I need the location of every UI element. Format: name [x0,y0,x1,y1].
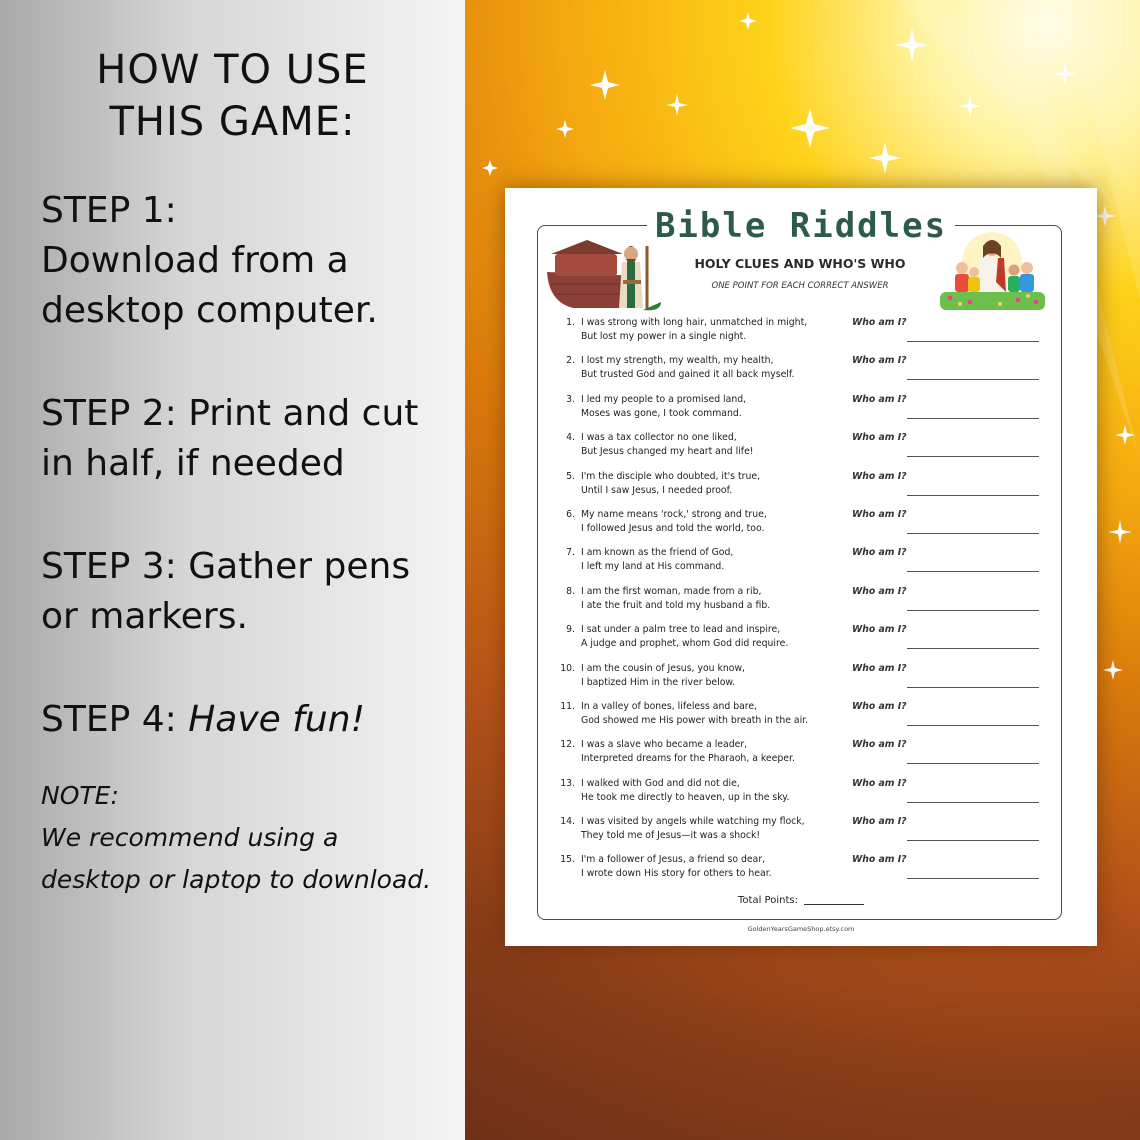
worksheet [505,188,1097,946]
answer-blank[interactable] [907,341,1039,342]
answer-blank[interactable] [907,878,1039,879]
answer-blank[interactable] [907,533,1039,534]
who-am-i-prompt: Who am I? [852,777,907,789]
who-am-i-prompt: Who am I? [852,700,907,712]
riddle-line-1: I was visited by angels while watching my flock, [581,816,805,828]
riddle-line-1: I am the first woman, made from a rib, [581,585,762,597]
riddle-row [553,738,1053,776]
riddle-row [553,316,1053,354]
riddle-text [581,431,851,459]
answer-blank[interactable] [907,571,1039,572]
step-3-label: STEP 3: [41,546,177,587]
step-2-text: Print and cut in half, if needed [41,393,419,484]
riddle-text [581,662,851,690]
riddle-line-1: I am known as the friend of God, [581,547,734,559]
step-1 [41,186,441,336]
riddle-line-2: But trusted God and gained it all back myself. [581,369,795,381]
riddle-line-1: In a valley of bones, lifeless and bare, [581,700,758,712]
riddle-number: 11. [560,700,575,712]
shop-footer: GoldenYearsGameShop.etsy.com [747,925,855,933]
note-text: We recommend using a desktop or laptop to download. [41,823,432,894]
riddle-text [581,585,851,613]
riddle-line-1: I lost my strength, my wealth, my health, [581,355,774,367]
answer-blank[interactable] [907,456,1039,457]
riddle-text [581,815,851,843]
riddle-line-1: I'm a follower of Jesus, a friend so dear, [581,854,766,866]
riddle-line-1: I'm the disciple who doubted, it's true, [581,470,761,482]
riddle-row [553,777,1053,815]
riddle-row [553,470,1053,508]
step-3 [41,542,441,642]
riddle-text [581,470,851,498]
riddle-line-2: Moses was gone, I took command. [581,407,742,419]
riddle-line-2: Until I saw Jesus, I needed proof. [581,484,733,496]
who-am-i-prompt: Who am I? [852,393,907,405]
riddle-text [581,316,851,344]
riddle-text [581,546,851,574]
riddle-row [553,700,1053,738]
note [41,775,441,901]
worksheet-subtitle: HOLY CLUES AND WHO'S WHO [694,256,906,271]
riddle-line-1: I sat under a palm tree to lead and inspire, [581,624,781,636]
worksheet-title-text: Bible Riddles [647,206,955,246]
answer-blank[interactable] [907,379,1039,380]
riddle-row [553,546,1053,584]
riddle-number: 2. [566,355,575,367]
riddle-text [581,738,851,766]
who-am-i-prompt: Who am I? [852,508,907,520]
step-1-text: Download from a desktop computer. [41,240,378,331]
riddle-line-2: I wrote down His story for others to hear. [581,868,772,880]
riddle-number: 3. [566,393,575,405]
riddle-text [581,853,851,881]
total-points-label: Total Points: [738,895,798,906]
riddle-line-2: But lost my power in a single night. [581,331,747,342]
riddle-line-1: I am the cousin of Jesus, you know, [581,662,746,674]
riddle-line-2: A judge and prophet, whom God did require. [581,638,789,650]
steps-list [41,186,441,745]
note-label: NOTE: [41,781,119,810]
heading-line-1: HOW TO USE [96,47,369,93]
instructions-heading [0,44,465,148]
riddle-number: 8. [566,585,575,597]
riddle-line-1: I was strong with long hair, unmatched in might, [581,317,808,328]
riddle-text [581,393,851,421]
riddle-line-2: Interpreted dreams for the Pharaoh, a keeper. [581,753,795,765]
riddle-line-1: I walked with God and did not die, [581,777,740,789]
riddle-text [581,623,851,651]
heading-line-2: THIS GAME: [109,99,356,145]
scoring-rule: ONE POINT FOR EACH CORRECT ANSWER [711,281,889,291]
riddle-number: 15. [560,854,575,866]
riddle-line-2: God showed me His power with breath in the air. [581,714,809,726]
riddle-line-2: They told me of Jesus—it was a shock! [581,830,761,842]
answer-blank[interactable] [907,840,1039,841]
who-am-i-prompt: Who am I? [852,547,907,559]
riddle-number: 7. [566,547,575,559]
riddle-row [553,508,1053,546]
who-am-i-prompt: Who am I? [852,739,907,751]
answer-blank[interactable] [907,610,1039,611]
step-4-text: Have fun! [188,699,365,740]
step-4 [41,695,441,745]
riddle-list [553,316,1053,892]
riddle-row [553,585,1053,623]
riddle-line-2: I left my land at His command. [581,561,725,573]
riddle-text [581,508,851,536]
riddle-row [553,431,1053,469]
answer-blank[interactable] [907,725,1039,726]
riddle-line-1: My name means 'rock,' strong and true, [581,508,767,520]
who-am-i-prompt: Who am I? [852,585,907,597]
answer-blank[interactable] [907,648,1039,649]
answer-blank[interactable] [907,763,1039,764]
who-am-i-prompt: Who am I? [852,470,907,482]
riddle-line-2: I ate the fruit and told my husband a fib. [581,599,771,611]
riddle-row [553,354,1053,392]
who-am-i-prompt: Who am I? [852,355,907,367]
answer-blank[interactable] [907,687,1039,688]
who-am-i-prompt: Who am I? [852,317,907,328]
riddle-number: 4. [566,432,575,444]
total-points-blank[interactable] [804,904,864,905]
riddle-text [581,777,851,805]
step-3-text: Gather pens or markers. [41,546,411,637]
riddle-line-2: I baptized Him in the river below. [581,676,736,688]
riddle-number: 10. [560,662,575,674]
who-am-i-prompt: Who am I? [852,624,907,636]
riddle-number: 13. [560,777,575,789]
step-4-label: STEP 4: [41,699,177,740]
who-am-i-prompt: Who am I? [852,854,907,866]
riddle-line-2: He took me directly to heaven, up in the sky. [581,791,790,803]
instructions-panel [0,0,465,1140]
riddle-number: 14. [560,816,575,828]
riddle-line-1: I was a tax collector no one liked, [581,432,737,444]
step-1-label: STEP 1: [41,190,177,231]
riddle-number: 6. [566,508,575,520]
riddle-row [553,815,1053,853]
jesus-with-children-icon [940,232,1045,310]
riddle-number: 12. [560,739,575,751]
riddle-line-1: I led my people to a promised land, [581,393,747,405]
riddle-row [553,393,1053,431]
riddle-text [581,700,851,728]
riddle-line-2: But Jesus changed my heart and life! [581,446,754,458]
answer-blank[interactable] [907,495,1039,496]
step-2-label: STEP 2: [41,393,177,434]
riddle-number: 9. [566,624,575,636]
riddle-line-1: I was a slave who became a leader, [581,739,748,751]
riddle-number: 1. [566,317,575,328]
riddle-line-2: I followed Jesus and told the world, too. [581,522,765,534]
total-points [505,895,1097,906]
answer-blank[interactable] [907,418,1039,419]
riddle-row [553,623,1053,661]
step-2 [41,389,441,489]
answer-blank[interactable] [907,802,1039,803]
who-am-i-prompt: Who am I? [852,432,907,444]
riddle-number: 5. [566,470,575,482]
who-am-i-prompt: Who am I? [852,816,907,828]
who-am-i-prompt: Who am I? [852,662,907,674]
riddle-text [581,354,851,382]
riddle-row [553,662,1053,700]
riddle-row [553,853,1053,891]
noah-ark-icon [543,232,663,312]
